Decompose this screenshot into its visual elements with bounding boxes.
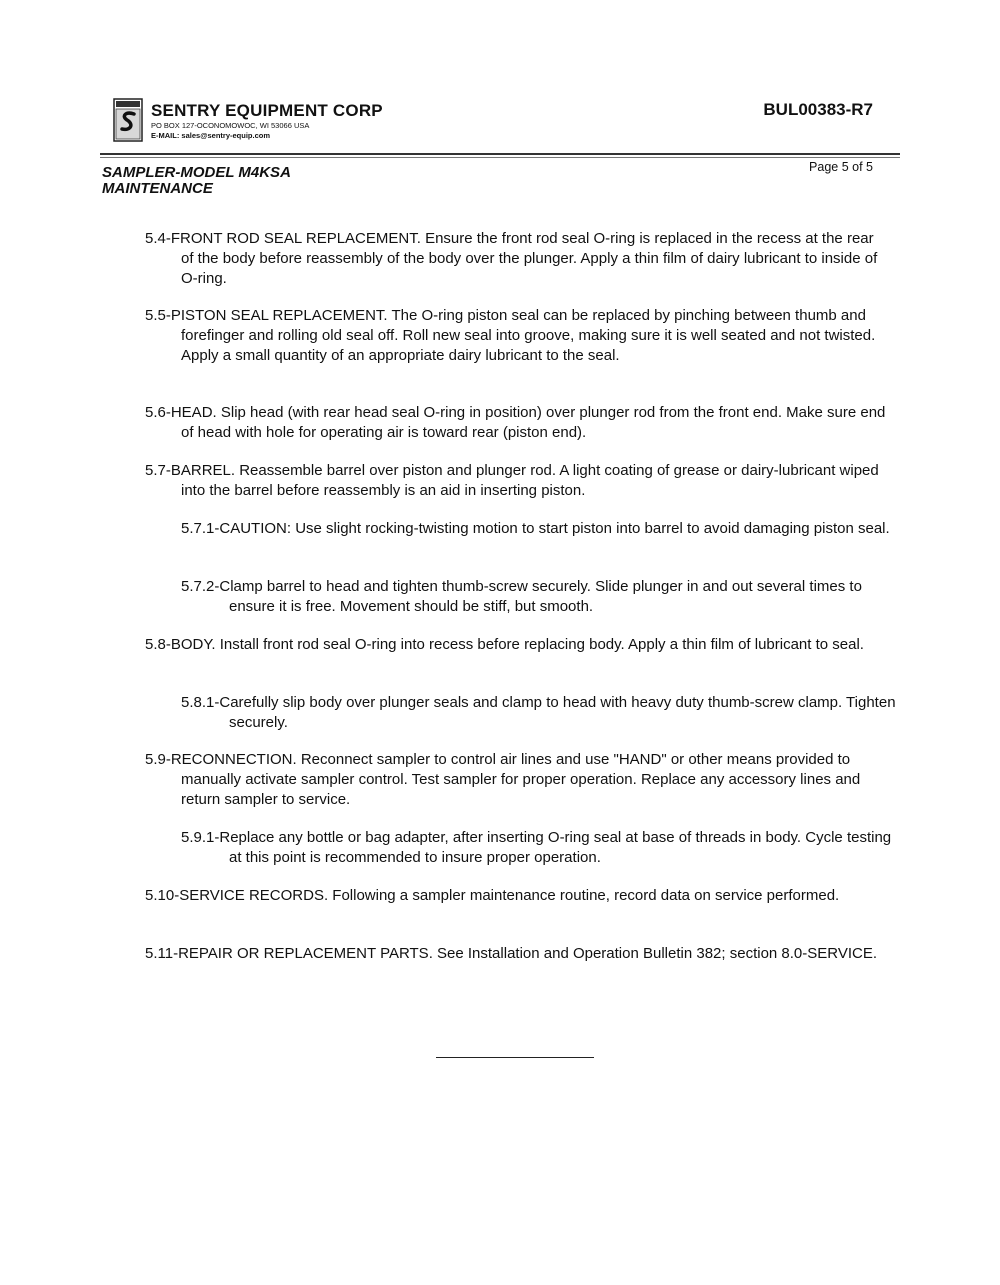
section-5-11: 5.11-REPAIR OR REPLACEMENT PARTS. See Installation and Operation Bulletin 382; section 8.0-SERVICE. — [145, 945, 878, 962]
section-5-6: 5.6-HEAD. Slip head (with rear head seal O-ring in position) over plunger rod from the front end. Make sure end of head with hole for operating air is toward rear (piston end). — [145, 404, 886, 441]
section-5-8: 5.8-BODY. Install front rod seal O-ring into recess before replacing body. Apply a thin film of lubricant to seal. — [145, 636, 864, 653]
section-5-10: 5.10-SERVICE RECORDS. Following a sampler maintenance routine, record data on service performed. — [145, 887, 840, 904]
document-title — [102, 165, 291, 197]
company-name: SENTRY EQUIPMENT CORP — [151, 101, 383, 120]
page-number: Page 5 of 5 — [809, 160, 873, 174]
section-5-8-1: 5.8.1-Carefully slip body over plunger seals and clamp to head with heavy duty thumb-screw clamp. Tighten securely. — [181, 694, 896, 731]
company-block — [151, 101, 383, 141]
document-code: BUL00383-R7 — [763, 100, 873, 119]
sentry-logo-icon — [113, 98, 143, 142]
header-rule-thin — [100, 157, 900, 158]
title-line-1: SAMPLER-MODEL M4KSA — [102, 164, 291, 181]
header-rule — [100, 153, 900, 155]
section-5-9-1: 5.9.1-Replace any bottle or bag adapter, after inserting O-ring seal at base of threads in body. Cycle testing at this point is recommended to insure proper operation. — [181, 829, 892, 866]
end-rule — [436, 1057, 594, 1058]
company-email — [151, 131, 383, 141]
section-5-7-1: 5.7.1-CAUTION: Use slight rocking-twisting motion to start piston into barrel to avoid damaging piston seal. — [181, 520, 890, 537]
title-line-2: MAINTENANCE — [102, 180, 213, 197]
section-5-5: 5.5-PISTON SEAL REPLACEMENT. The O-ring piston seal can be replaced by pinching between thumb and forefinger and rolling old seal off. Roll new seal into groove, making sure it is well seated and not twisted. Apply a small quantity of an appropriate dairy lubricant to the seal. — [145, 307, 876, 364]
email-label: E-MAIL: — [151, 131, 180, 140]
section-5-4: 5.4-FRONT ROD SEAL REPLACEMENT. Ensure the front rod seal O-ring is replaced in the recess at the rear of the body before reassembly of the body over the plunger. Apply a thin film of dairy lubricant to inside of O-ring. — [145, 230, 878, 287]
section-5-9: 5.9-RECONNECTION. Reconnect sampler to control air lines and use "HAND" or other means provided to manually activate sampler control. Test sampler for proper operation. Replace any accessory lines and return sampler to service. — [145, 751, 861, 808]
email-address: sales@sentry-equip.com — [181, 131, 271, 140]
company-address: PO BOX 127-OCONOMOWOC, WI 53066 USA — [151, 121, 310, 130]
section-5-7: 5.7-BARREL. Reassemble barrel over piston and plunger rod. A light coating of grease or dairy-lubricant wiped into the barrel before reassembly is an aid in inserting piston. — [145, 462, 879, 499]
section-5-7-2: 5.7.2-Clamp barrel to head and tighten thumb-screw securely. Slide plunger in and out several times to ensure it is free. Movement should be stiff, but smooth. — [181, 578, 862, 615]
